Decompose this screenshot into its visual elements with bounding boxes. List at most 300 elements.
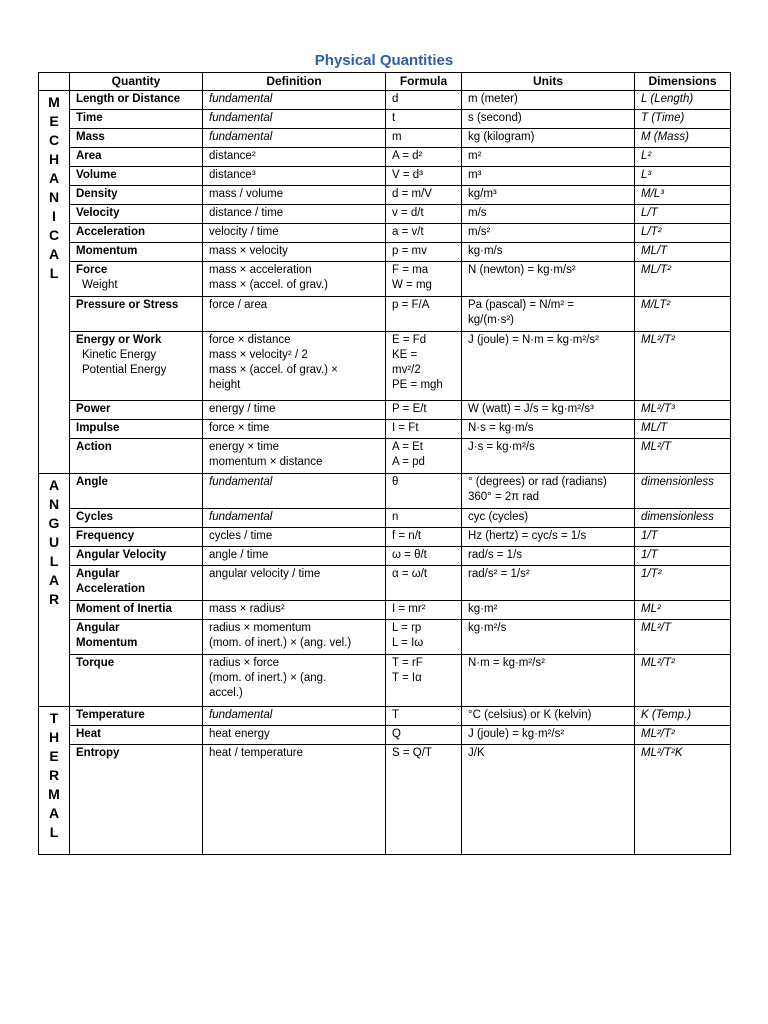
category-letter: T xyxy=(49,710,59,726)
cell-quantity xyxy=(70,243,203,262)
definition-text: velocity / time xyxy=(209,226,279,238)
cell-units xyxy=(462,726,635,745)
cell-formula xyxy=(386,243,462,262)
quantity-name: Velocity xyxy=(76,207,120,219)
definition-text: mass × velocity² / 2 xyxy=(209,349,308,361)
dimensions-text: L³ xyxy=(641,169,652,181)
formula-text: m xyxy=(392,131,402,143)
cell-quantity xyxy=(70,547,203,566)
dimensions-text: dimensionless xyxy=(641,476,714,488)
formula-text: ω = θ/t xyxy=(392,549,427,561)
header-dimensions: Dimensions xyxy=(635,73,731,91)
cell-units xyxy=(462,91,635,110)
cell-quantity xyxy=(70,439,203,474)
cell-definition xyxy=(203,224,386,243)
category-letter: A xyxy=(48,246,60,262)
table-row xyxy=(39,148,731,167)
formula-text: L = rp xyxy=(392,622,422,634)
quantity-name: Mass xyxy=(76,131,105,143)
cell-units xyxy=(462,528,635,547)
cell-quantity xyxy=(70,205,203,224)
cell-formula xyxy=(386,91,462,110)
cell-units xyxy=(462,547,635,566)
cell-definition xyxy=(203,745,386,855)
cell-quantity xyxy=(70,726,203,745)
formula-text: α = ω/t xyxy=(392,568,428,580)
quantity-name: Length or Distance xyxy=(76,93,181,105)
units-text: cyc (cycles) xyxy=(468,511,529,523)
category-letter: H xyxy=(48,729,60,745)
category-letter: H xyxy=(48,151,60,167)
quantity-name: Acceleration xyxy=(76,583,146,595)
dimensions-text: ML² xyxy=(641,603,661,615)
formula-text: v = d/t xyxy=(392,207,424,219)
definition-text: fundamental xyxy=(209,709,273,721)
cell-formula xyxy=(386,297,462,332)
units-text: J·s = kg·m²/s xyxy=(468,441,535,453)
cell-units xyxy=(462,601,635,620)
cell-quantity xyxy=(70,745,203,855)
quantity-name: Volume xyxy=(76,169,117,181)
formula-text: I = mr² xyxy=(392,603,426,615)
page-title: Physical Quantities xyxy=(314,52,454,69)
category-letter: M xyxy=(48,94,60,110)
cell-quantity xyxy=(70,601,203,620)
quantity-name: Weight xyxy=(82,279,118,291)
definition-text: cycles / time xyxy=(209,530,273,542)
category-letter: N xyxy=(48,189,60,205)
cell-dimensions xyxy=(635,167,731,186)
dimensions-text: ML/T² xyxy=(641,264,672,276)
category-letter: E xyxy=(49,748,59,764)
quantity-name: Heat xyxy=(76,728,101,740)
cell-formula xyxy=(386,707,462,726)
dimensions-text: ML/T xyxy=(641,245,668,257)
cell-definition xyxy=(203,601,386,620)
cell-dimensions xyxy=(635,547,731,566)
cell-quantity xyxy=(70,707,203,726)
cell-quantity xyxy=(70,655,203,707)
dimensions-text: ML²/T² xyxy=(641,657,675,669)
definition-text: radius × force xyxy=(209,657,279,669)
cell-quantity xyxy=(70,509,203,528)
formula-text: f = n/t xyxy=(392,530,422,542)
cell-formula xyxy=(386,528,462,547)
cell-quantity xyxy=(70,186,203,205)
dimensions-text: ML²/T²K xyxy=(641,747,683,759)
formula-text: Q xyxy=(392,728,401,740)
table-row xyxy=(39,167,731,186)
category-letter: L xyxy=(49,265,59,281)
cell-formula xyxy=(386,745,462,855)
cell-dimensions xyxy=(635,601,731,620)
category-letter: I xyxy=(52,208,56,224)
units-text: N (newton) = kg·m/s² xyxy=(468,264,576,276)
formula-text: A = Et xyxy=(392,441,424,453)
header-units: Units xyxy=(462,73,635,91)
cell-formula xyxy=(386,547,462,566)
formula-text: T xyxy=(392,709,400,721)
units-text: J (joule) = N·m = kg·m²/s² xyxy=(468,334,599,346)
cell-units xyxy=(462,205,635,224)
cell-formula xyxy=(386,620,462,655)
cell-dimensions xyxy=(635,707,731,726)
units-text: m/s xyxy=(468,207,487,219)
cell-dimensions xyxy=(635,474,731,509)
category-letter: G xyxy=(48,515,60,531)
cell-formula xyxy=(386,601,462,620)
cell-units xyxy=(462,707,635,726)
dimensions-text: M (Mass) xyxy=(641,131,689,143)
dimensions-text: L² xyxy=(641,150,652,162)
units-text: m/s² xyxy=(468,226,491,238)
cell-quantity xyxy=(70,420,203,439)
category-label-thermal xyxy=(39,707,70,855)
definition-text: fundamental xyxy=(209,476,273,488)
definition-text: force / area xyxy=(209,299,268,311)
dimensions-text: K (Temp.) xyxy=(641,709,692,721)
cell-definition xyxy=(203,148,386,167)
table-row xyxy=(39,332,731,401)
cell-quantity xyxy=(70,566,203,601)
quantity-name: Impulse xyxy=(76,422,120,434)
cell-definition xyxy=(203,262,386,297)
cell-formula xyxy=(386,224,462,243)
quantity-name: Angular Velocity xyxy=(76,549,167,561)
definition-text: energy / time xyxy=(209,403,276,415)
definition-text: mass × velocity xyxy=(209,245,288,257)
cell-definition xyxy=(203,547,386,566)
units-text: J/K xyxy=(468,747,485,759)
cell-units xyxy=(462,243,635,262)
cell-quantity xyxy=(70,91,203,110)
definition-text: energy × time xyxy=(209,441,279,453)
quantity-name: Potential Energy xyxy=(82,364,167,376)
cell-definition xyxy=(203,726,386,745)
quantity-name: Angular xyxy=(76,622,120,634)
cell-formula xyxy=(386,186,462,205)
cell-definition xyxy=(203,110,386,129)
units-text: m (meter) xyxy=(468,93,518,105)
table-row xyxy=(39,601,731,620)
definition-text: momentum × distance xyxy=(209,456,323,468)
table-row xyxy=(39,401,731,420)
dimensions-text: M/L³ xyxy=(641,188,664,200)
cell-units xyxy=(462,167,635,186)
category-letter: L xyxy=(49,824,59,840)
table-row xyxy=(39,726,731,745)
units-text: N·m = kg·m²/s² xyxy=(468,657,545,669)
cell-quantity xyxy=(70,167,203,186)
formula-text: PE = mgh xyxy=(392,379,443,391)
category-letter: N xyxy=(48,496,60,512)
cell-quantity xyxy=(70,110,203,129)
definition-text: (mom. of inert.) × (ang. vel.) xyxy=(209,637,352,649)
dimensions-text: L/T xyxy=(641,207,658,219)
cell-formula xyxy=(386,205,462,224)
definition-text: fundamental xyxy=(209,131,273,143)
definition-text: radius × momentum xyxy=(209,622,311,634)
cell-formula xyxy=(386,148,462,167)
quantity-name: Angular xyxy=(76,568,120,580)
cell-units xyxy=(462,566,635,601)
table-row xyxy=(39,243,731,262)
formula-text: a = v/t xyxy=(392,226,424,238)
cell-definition xyxy=(203,528,386,547)
formula-text: A = d² xyxy=(392,150,423,162)
table-row xyxy=(39,474,731,509)
cell-dimensions xyxy=(635,332,731,401)
cell-dimensions xyxy=(635,566,731,601)
cell-formula xyxy=(386,332,462,401)
table-row xyxy=(39,439,731,474)
quantity-name: Time xyxy=(76,112,103,124)
category-letter: M xyxy=(48,786,60,802)
formula-text: p = mv xyxy=(392,245,427,257)
header-definition: Definition xyxy=(203,73,386,91)
cell-definition xyxy=(203,167,386,186)
units-text: kg/m³ xyxy=(468,188,497,200)
dimensions-text: ML²/T xyxy=(641,622,672,634)
definition-text: mass × (accel. of grav.) × xyxy=(209,364,338,376)
definition-text: mass × radius² xyxy=(209,603,285,615)
quantity-name: Area xyxy=(76,150,102,162)
table-row xyxy=(39,224,731,243)
cell-units xyxy=(462,620,635,655)
cell-formula xyxy=(386,566,462,601)
units-text: rad/s² = 1/s² xyxy=(468,568,530,580)
table-row xyxy=(39,297,731,332)
cell-units xyxy=(462,420,635,439)
cell-dimensions xyxy=(635,401,731,420)
category-letter: U xyxy=(48,534,60,550)
quantity-name: Action xyxy=(76,441,112,453)
cell-formula xyxy=(386,726,462,745)
definition-text: (mom. of inert.) × (ang. xyxy=(209,672,327,684)
definition-text: mass × (accel. of grav.) xyxy=(209,279,328,291)
units-text: kg/(m·s²) xyxy=(468,314,514,326)
definition-text: height xyxy=(209,379,241,391)
quantity-name: Kinetic Energy xyxy=(82,349,157,361)
quantity-name: Frequency xyxy=(76,530,135,542)
cell-units xyxy=(462,655,635,707)
units-text: N·s = kg·m/s xyxy=(468,422,534,434)
cell-quantity xyxy=(70,224,203,243)
table-row xyxy=(39,655,731,707)
quantity-name: Temperature xyxy=(76,709,145,721)
cell-formula xyxy=(386,167,462,186)
category-letter: R xyxy=(48,767,60,783)
units-text: °C (celsius) or K (kelvin) xyxy=(468,709,592,721)
category-letter: C xyxy=(48,227,60,243)
units-text: m³ xyxy=(468,169,482,181)
cell-units xyxy=(462,474,635,509)
formula-text: θ xyxy=(392,476,399,488)
cell-dimensions xyxy=(635,420,731,439)
formula-text: T = rF xyxy=(392,657,423,669)
category-label-mechanical xyxy=(39,91,70,474)
cell-units xyxy=(462,332,635,401)
cell-formula xyxy=(386,509,462,528)
cell-dimensions xyxy=(635,620,731,655)
category-letter: A xyxy=(48,572,60,588)
dimensions-text: ML/T xyxy=(641,422,668,434)
quantity-name: Torque xyxy=(76,657,115,669)
cell-dimensions xyxy=(635,243,731,262)
cell-units xyxy=(462,509,635,528)
formula-text: d xyxy=(392,93,399,105)
category-label-angular xyxy=(39,474,70,707)
units-text: kg·m²/s xyxy=(468,622,507,634)
cell-dimensions xyxy=(635,148,731,167)
cell-quantity xyxy=(70,297,203,332)
cell-definition xyxy=(203,439,386,474)
definition-text: heat / temperature xyxy=(209,747,303,759)
cell-formula xyxy=(386,110,462,129)
dimensions-text: 1/T xyxy=(641,530,658,542)
header-formula: Formula xyxy=(386,73,462,91)
cell-units xyxy=(462,110,635,129)
cell-dimensions xyxy=(635,297,731,332)
dimensions-text: 1/T² xyxy=(641,568,662,580)
formula-text: mv²/2 xyxy=(392,364,421,376)
dimensions-text: L/T² xyxy=(641,226,662,238)
table-row xyxy=(39,186,731,205)
header-category xyxy=(39,73,70,91)
quantity-name: Power xyxy=(76,403,111,415)
cell-dimensions xyxy=(635,528,731,547)
dimensions-text: dimensionless xyxy=(641,511,714,523)
units-text: kg·m/s xyxy=(468,245,503,257)
cell-definition xyxy=(203,420,386,439)
cell-definition xyxy=(203,243,386,262)
cell-definition xyxy=(203,509,386,528)
quantities-table xyxy=(38,72,731,855)
cell-dimensions xyxy=(635,110,731,129)
cell-units xyxy=(462,401,635,420)
category-letter: E xyxy=(49,113,59,129)
table-row xyxy=(39,509,731,528)
dimensions-text: ML²/T² xyxy=(641,728,675,740)
quantity-name: Entropy xyxy=(76,747,120,759)
cell-quantity xyxy=(70,332,203,401)
table-row xyxy=(39,745,731,855)
dimensions-text: ML²/T² xyxy=(641,334,675,346)
definition-text: force × distance xyxy=(209,334,291,346)
definition-text: mass / volume xyxy=(209,188,284,200)
cell-definition xyxy=(203,129,386,148)
cell-quantity xyxy=(70,474,203,509)
category-letter: C xyxy=(48,132,60,148)
formula-text: E = Fd xyxy=(392,334,427,346)
formula-text: V = d³ xyxy=(392,169,424,181)
category-letter: A xyxy=(48,170,60,186)
formula-text: A = pd xyxy=(392,456,425,468)
cell-quantity xyxy=(70,148,203,167)
table-row xyxy=(39,528,731,547)
dimensions-text: 1/T xyxy=(641,549,658,561)
cell-formula xyxy=(386,401,462,420)
formula-text: t xyxy=(392,112,396,124)
units-text: Hz (hertz) = cyc/s = 1/s xyxy=(468,530,587,542)
quantity-name: Acceleration xyxy=(76,226,146,238)
quantity-name: Density xyxy=(76,188,118,200)
definition-text: mass × acceleration xyxy=(209,264,312,276)
cell-definition xyxy=(203,707,386,726)
units-text: kg·m² xyxy=(468,603,498,615)
formula-text: I = Ft xyxy=(392,422,419,434)
definition-text: fundamental xyxy=(209,112,273,124)
table-row xyxy=(39,262,731,297)
cell-quantity xyxy=(70,129,203,148)
formula-text: T = Iα xyxy=(392,672,422,684)
cell-dimensions xyxy=(635,509,731,528)
cell-units xyxy=(462,439,635,474)
table-row xyxy=(39,707,731,726)
formula-text: P = E/t xyxy=(392,403,427,415)
cell-definition xyxy=(203,205,386,224)
table-row xyxy=(39,91,731,110)
cell-units xyxy=(462,262,635,297)
units-text: J (joule) = kg·m²/s² xyxy=(468,728,565,740)
cell-units xyxy=(462,148,635,167)
units-text: rad/s = 1/s xyxy=(468,549,523,561)
cell-dimensions xyxy=(635,224,731,243)
cell-definition xyxy=(203,655,386,707)
definition-text: fundamental xyxy=(209,93,273,105)
category-letter: A xyxy=(48,477,60,493)
units-text: ° (degrees) or rad (radians) xyxy=(468,476,607,488)
cell-units xyxy=(462,297,635,332)
units-text: kg (kilogram) xyxy=(468,131,535,143)
formula-text: d = m/V xyxy=(392,188,432,200)
quantity-name: Angle xyxy=(76,476,108,488)
formula-text: n xyxy=(392,511,399,523)
cell-definition xyxy=(203,566,386,601)
definition-text: accel.) xyxy=(209,687,243,699)
formula-text: p = F/A xyxy=(392,299,430,311)
table-row xyxy=(39,547,731,566)
cell-formula xyxy=(386,439,462,474)
formula-text: F = ma xyxy=(392,264,429,276)
table-row xyxy=(39,129,731,148)
cell-quantity xyxy=(70,262,203,297)
definition-text: force × time xyxy=(209,422,270,434)
definition-text: heat energy xyxy=(209,728,270,740)
dimensions-text: ML²/T³ xyxy=(641,403,675,415)
units-text: m² xyxy=(468,150,482,162)
header-quantity: Quantity xyxy=(70,73,203,91)
cell-dimensions xyxy=(635,186,731,205)
dimensions-text: ML²/T xyxy=(641,441,672,453)
cell-definition xyxy=(203,620,386,655)
units-text: Pa (pascal) = N/m² = xyxy=(468,299,575,311)
quantity-name: Moment of Inertia xyxy=(76,603,172,615)
category-letter: L xyxy=(49,553,59,569)
cell-units xyxy=(462,129,635,148)
cell-definition xyxy=(203,297,386,332)
cell-formula xyxy=(386,129,462,148)
cell-formula xyxy=(386,655,462,707)
quantity-name: Momentum xyxy=(76,637,138,649)
quantity-name: Force xyxy=(76,264,108,276)
cell-definition xyxy=(203,401,386,420)
cell-dimensions xyxy=(635,205,731,224)
definition-text: fundamental xyxy=(209,511,273,523)
units-text: 360° = 2π rad xyxy=(468,491,540,503)
dimensions-text: T (Time) xyxy=(641,112,685,124)
cell-quantity xyxy=(70,620,203,655)
